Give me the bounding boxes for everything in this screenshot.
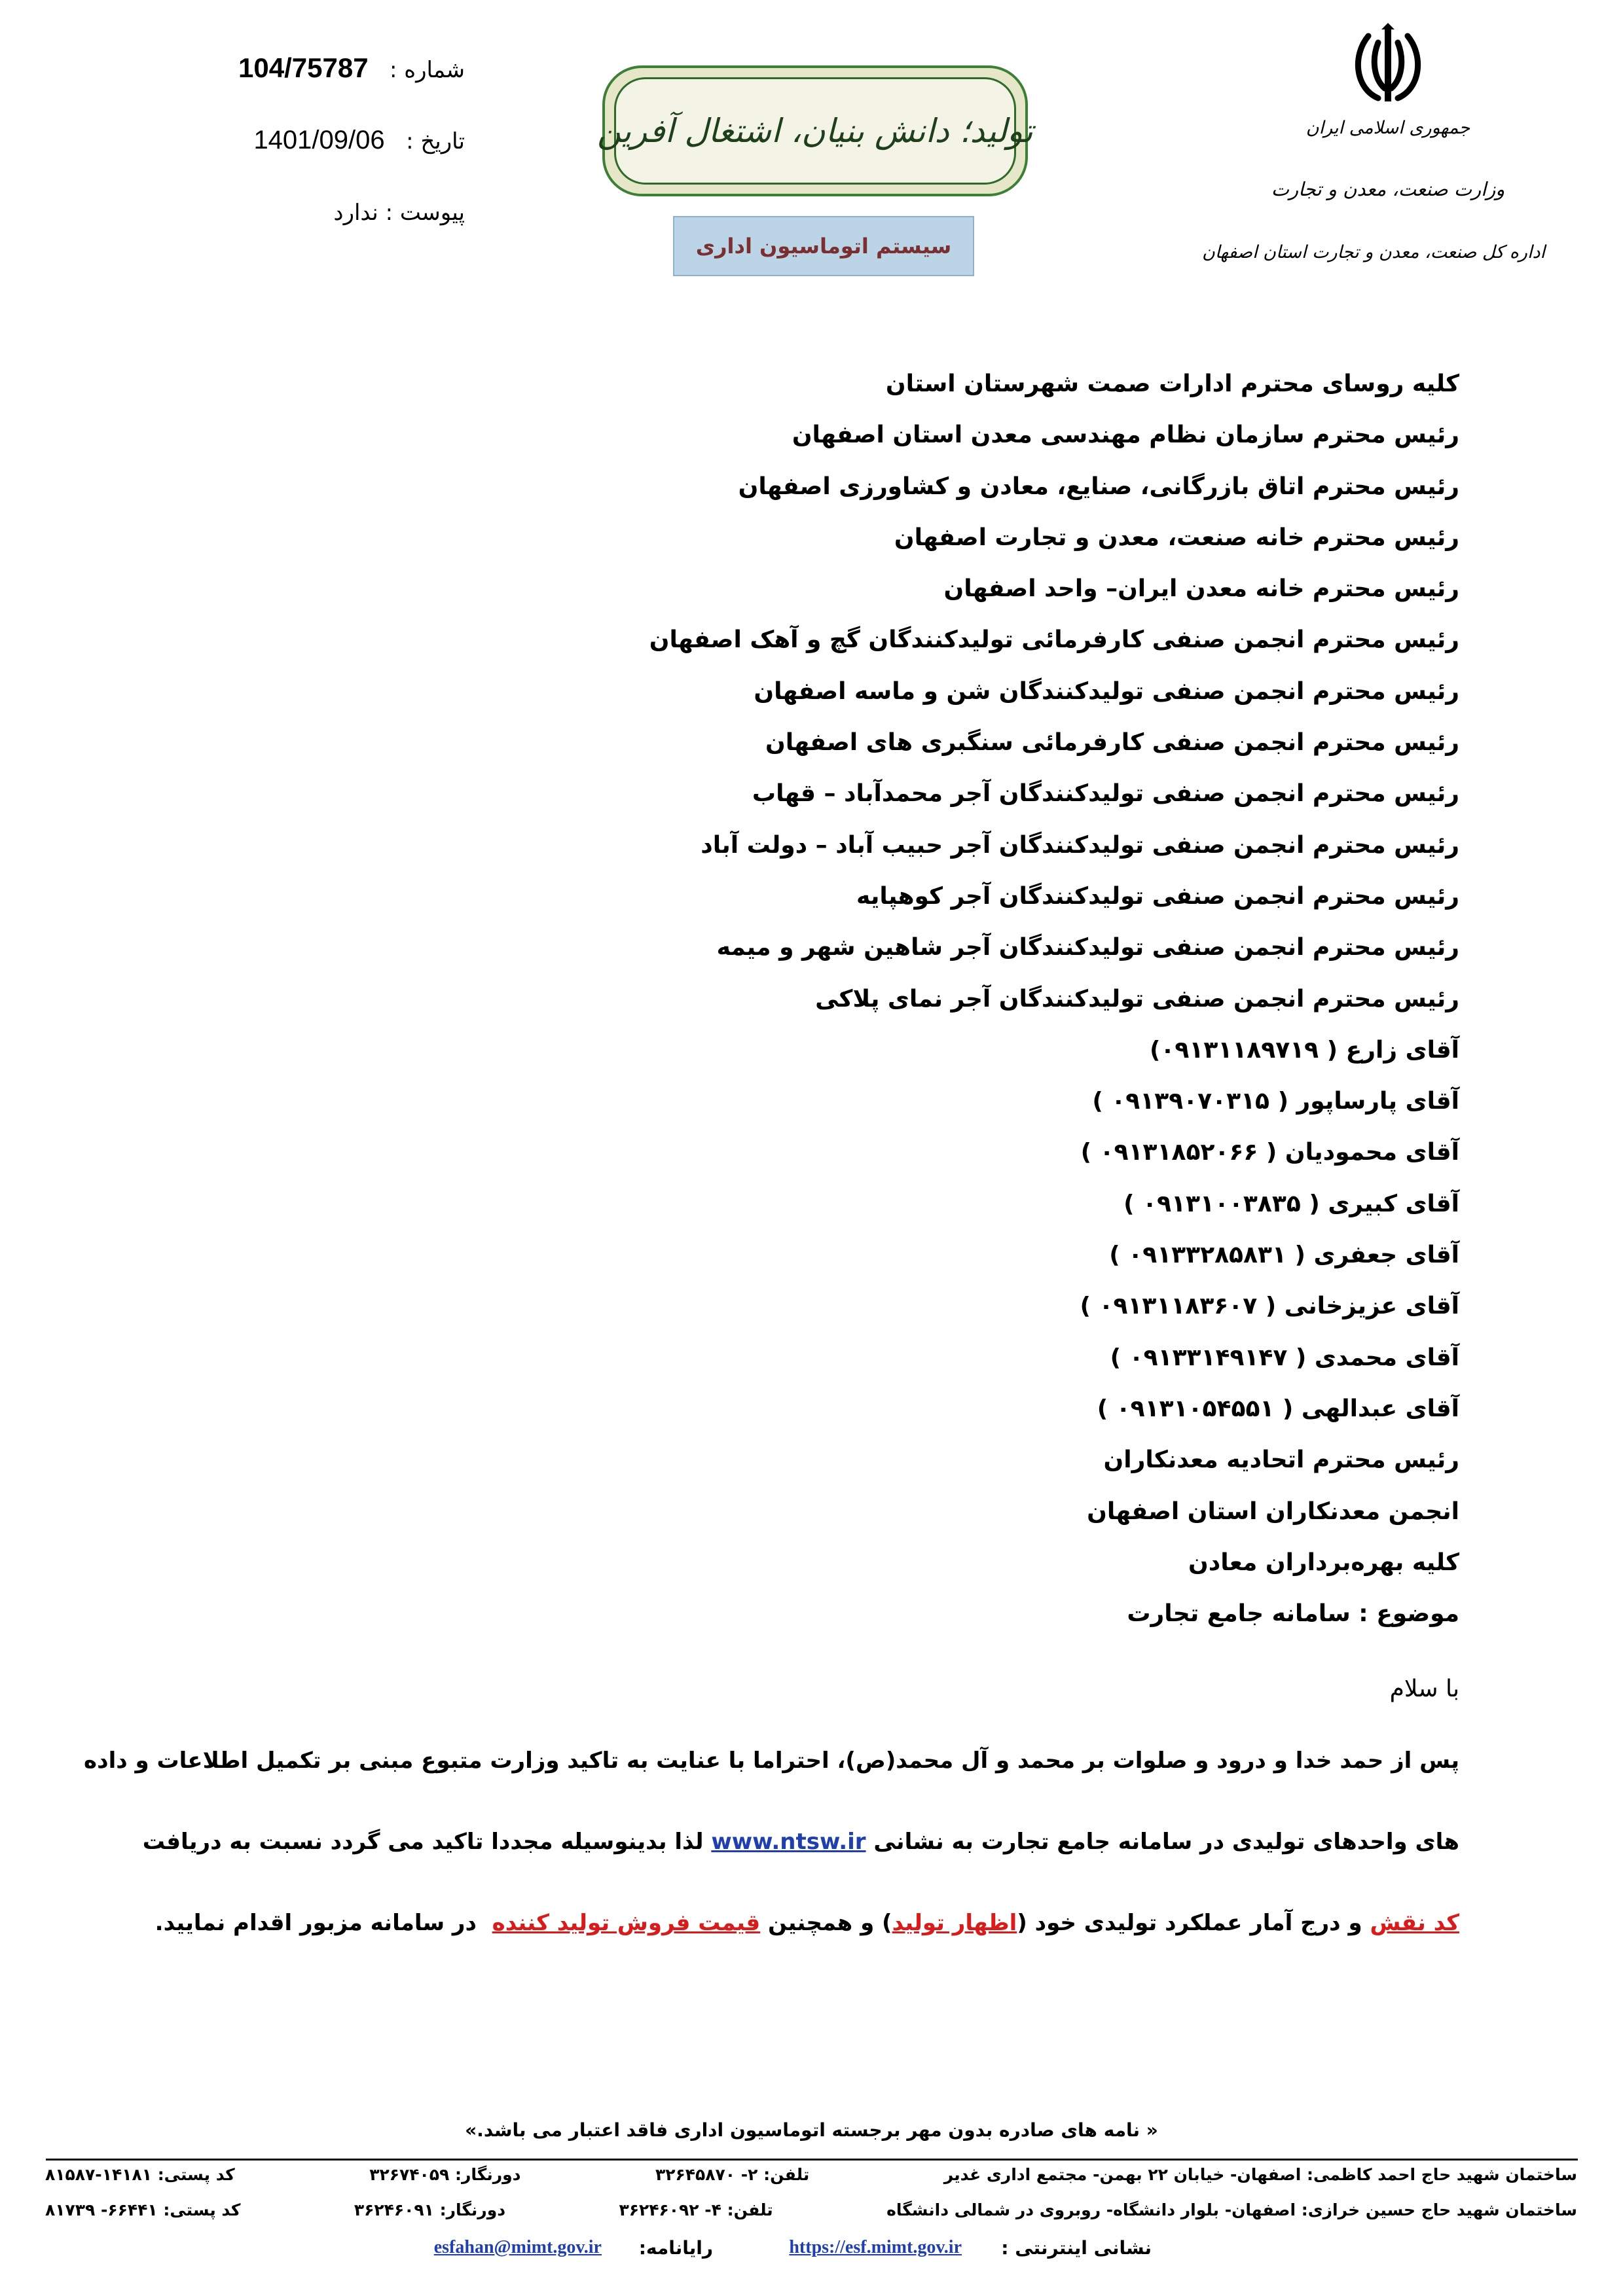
ministry-line-ministry: وزارت صنعت، معدن و تجارت	[1271, 178, 1505, 200]
recipient-line: رئیس محترم انجمن صنفی تولیدکنندگان آجر حبیب آباد – دولت آباد	[701, 831, 1459, 859]
recipient-line: کلیه روسای محترم ادارات صمت شهرستان استان	[885, 370, 1459, 397]
body-text: لذا بدینوسیله مجددا تاکید می گردد نسبت به دریافت	[142, 1829, 704, 1855]
recipient-line: رئیس محترم سازمان نظام مهندسی معدن استان اصفهان	[792, 422, 1459, 449]
recipient-line: آقای زارع ( ۰۹۱۳۱۱۸۹۷۱۹)	[1149, 1036, 1459, 1064]
recipient-line: آقای پارساپور ( ۰۹۱۳۹۰۷۰۳۱۵ )	[1092, 1088, 1459, 1115]
letter-number	[177, 52, 465, 92]
body-text: در سامانه مزبور اقدام نمایید.	[155, 1910, 477, 1936]
recipient-line: رئیس محترم اتحادیه معدنکاران	[1103, 1446, 1459, 1474]
recipient-line: رئیس محترم انجمن صنفی تولیدکنندگان آجر نمای پلاکی	[815, 985, 1459, 1013]
recipient-line: انجمن معدنکاران استان اصفهان	[1087, 1498, 1459, 1525]
address-fax: دورنگار: ۳۶۲۴۶۰۹۱	[354, 2200, 506, 2219]
footer-address-1	[45, 2165, 1577, 2184]
letter-number-label: شماره :	[390, 57, 465, 83]
recipient-line: رئیس محترم انجمن صنفی تولیدکنندگان شن و ماسه اصفهان	[754, 677, 1459, 705]
greeting: با سلام	[1389, 1676, 1459, 1702]
letter-attachment-value: ندارد	[333, 200, 378, 225]
body-paragraph	[84, 1734, 1459, 1978]
address-postal: کد پستی: ۶۶۴۴۱- ۸۱۷۳۹	[45, 2200, 241, 2219]
address-fax: دورنگار: ۳۲۶۷۴۰۵۹	[369, 2165, 521, 2184]
letter-number-value: 104/75787	[238, 52, 369, 83]
email-label: رایانامه:	[638, 2237, 713, 2259]
footer-divider	[46, 2159, 1578, 2161]
address-text: ساختمان شهید حاج حسین خرازی: اصفهان- بلوار دانشگاه- روبروی در شمالی دانشگاه	[886, 2200, 1577, 2219]
letter-attachment-label: پیوست :	[385, 200, 465, 226]
slogan-banner	[597, 65, 1033, 196]
footer-note: « نامه های صادره بدون مهر برجسته اتوماسیون اداری فاقد اعتبار می باشد.»	[465, 2119, 1158, 2141]
recipient-line: آقای کبیری ( ۰۹۱۳۱۰۰۳۸۳۵ )	[1123, 1190, 1459, 1217]
recipient-line: کلیه بهره‌برداران معادن	[1188, 1549, 1459, 1576]
highlight-role-code: کد نقش	[1370, 1910, 1459, 1936]
recipients-list	[543, 359, 1459, 1640]
recipient-line: آقای محمودیان ( ۰۹۱۳۱۸۵۲۰۶۶ )	[1080, 1139, 1459, 1166]
highlight-production-declaration: اظهار تولید	[892, 1910, 1017, 1936]
body-text: پس از حمد خدا و درود و صلوات بر محمد و آل محمد(ص)، احتراما با عنایت به تاکید وزارت متبوع مبنی بر تکمیل اطلاعات و داده	[84, 1748, 1459, 1774]
system-label: سیستم اتوماسیون اداری	[673, 216, 974, 276]
ntsw-link[interactable]: www.ntsw.ir	[711, 1829, 866, 1855]
recipient-line: آقای عزیزخانی ( ۰۹۱۳۱۱۸۳۶۰۷ )	[1080, 1293, 1459, 1320]
iran-emblem-icon	[1349, 23, 1427, 108]
letter-date	[203, 126, 465, 165]
body-text: ) و همچنین	[768, 1910, 892, 1936]
website-label: نشانی اینترنتی :	[1001, 2237, 1152, 2259]
body-line-1	[84, 1734, 1459, 1816]
slogan-text: تولید؛ دانش بنیان، اشتغال آفرین	[597, 112, 1033, 150]
body-line-3	[155, 1897, 1459, 1978]
ministry-line-office: اداره کل صنعت، معدن و تجارت استان اصفهان	[1202, 242, 1545, 262]
recipient-line: آقای محمدی ( ۰۹۱۳۳۱۴۹۱۴۷ )	[1110, 1344, 1459, 1371]
address-postal: کد پستی: ۱۴۱۸۱-۸۱۵۸۷	[45, 2165, 235, 2184]
body-text: های واحدهای تولیدی در سامانه جامع تجارت به نشانی	[873, 1829, 1459, 1855]
recipient-line: رئیس محترم خانه معدن ایران– واحد اصفهان	[943, 575, 1459, 603]
letter-attachment	[282, 200, 465, 239]
letter-date-label: تاریخ :	[406, 128, 465, 154]
website-link[interactable]: https://esf.mimt.gov.ir	[789, 2237, 962, 2257]
recipient-line: آقای عبدالهی ( ۰۹۱۳۱۰۵۴۵۵۱ )	[1097, 1395, 1459, 1422]
recipient-line: آقای جعفری ( ۰۹۱۳۳۲۸۵۸۳۱ )	[1109, 1242, 1459, 1269]
body-line-2	[142, 1816, 1459, 1897]
address-phone: تلفن: ۲- ۳۲۶۴۵۸۷۰	[655, 2165, 810, 2184]
recipient-line: رئیس محترم انجمن صنفی کارفرمائی سنگبری های اصفهان	[765, 729, 1459, 757]
address-phone: تلفن: ۴- ۳۶۲۴۶۰۹۲	[619, 2200, 773, 2219]
footer-address-2	[45, 2200, 1577, 2219]
recipient-line: رئیس محترم انجمن صنفی تولیدکنندگان آجر شاهین شهر و میمه	[716, 934, 1459, 961]
address-text: ساختمان شهید حاج احمد کاظمی: اصفهان- خیابان ۲۲ بهمن- مجتمع اداری غدیر	[943, 2165, 1577, 2184]
recipient-line: رئیس محترم خانه صنعت، معدن و تجارت اصفهان	[894, 524, 1459, 551]
highlight-producer-price: قیمت فروش تولید کننده	[492, 1910, 761, 1936]
email-link[interactable]: esfahan@mimt.gov.ir	[433, 2237, 602, 2257]
ministry-line-country: جمهوری اسلامی ایران	[1305, 118, 1470, 138]
subject-line: موضوع : سامانه جامع تجارت	[1127, 1600, 1459, 1628]
recipient-line: رئیس محترم اتاق بازرگانی، صنایع، معادن و کشاورزی اصفهان	[738, 473, 1459, 500]
recipient-line: رئیس محترم انجمن صنفی کارفرمائی تولیدکنندگان گچ و آهک اصفهان	[649, 626, 1459, 654]
slogan-inner-frame	[597, 77, 1033, 185]
body-text: و درج آمار عملکرد تولیدی خود (	[1017, 1910, 1362, 1936]
recipient-line: رئیس محترم انجمن صنفی تولیدکنندگان آجر کوهپایه	[856, 882, 1459, 910]
recipient-line: رئیس محترم انجمن صنفی تولیدکنندگان آجر محمدآباد – قهاب	[752, 780, 1459, 808]
letter-date-value: 1401/09/06	[253, 126, 385, 154]
